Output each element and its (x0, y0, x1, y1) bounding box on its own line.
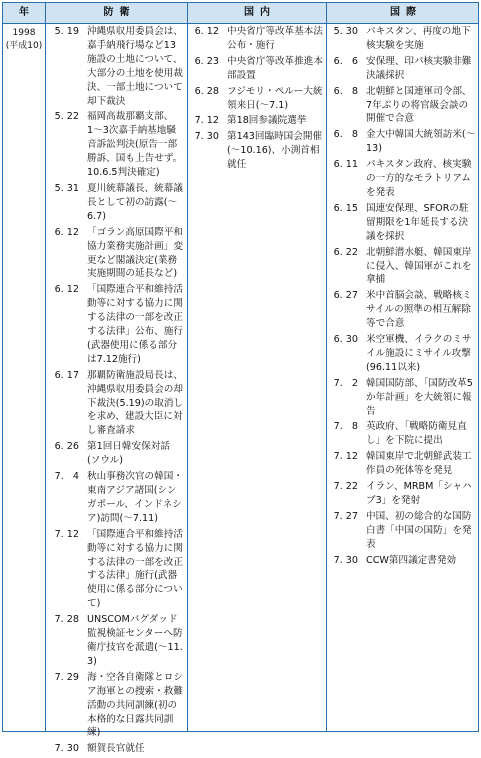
entry-date: 5. 22 (54, 111, 79, 123)
list-item (328, 377, 478, 419)
entry-text: 中央省庁等改革基本法公布・施行 (227, 26, 323, 51)
entry-text: パキスタン政府、核実験の一方的なモラトリアムを発表 (366, 159, 472, 198)
entry-date: 7. 27 (333, 510, 358, 522)
list-item (328, 333, 478, 375)
entry-text: 第18回参議院選挙 (227, 115, 307, 127)
entry-date: 6. 15 (333, 202, 358, 214)
entry-date: 6. 12 (54, 284, 79, 296)
list-item (328, 128, 478, 156)
list-item (47, 440, 183, 468)
entry-text: 福岡高裁那覇支部、1〜3次嘉手納基地騒音訴訟判決(原告一部勝訴、国も上告せず。10.6.5判決確定) (87, 111, 183, 179)
list-item (47, 742, 183, 756)
list-item (328, 85, 478, 127)
entry-date: 5. 19 (54, 26, 79, 37)
entry-text: 米中首脳会談、戦略核ミサイルの照準の相互解除等で合意 (366, 290, 472, 330)
entry-date: 7. 12 (333, 451, 358, 463)
entry-date: 7. 30 (194, 131, 219, 143)
entry-date: 6. 22 (333, 246, 358, 258)
entry-date: 7. 12 (54, 528, 79, 540)
entry-date: 6. 12 (54, 226, 79, 238)
domestic-column (189, 25, 324, 174)
entry-text: 「ゴラン高原国際平和協力業務実施計画」変更など閣議決定(業務実施期間の延長など) (87, 226, 183, 280)
entry-date: 6. 26 (54, 441, 79, 453)
list-item (189, 55, 324, 83)
entry-date: 5. 30 (333, 26, 358, 37)
entry-text: 那覇防衛施設局長は、沖縄県収用委員会の却下裁決(5.19)の取消しを求め、建設大臣に対し審査請求 (87, 369, 184, 437)
entry-text: 夏川統幕議長、統幕議長として初の訪露(〜6.7) (87, 182, 183, 222)
entry-date: 6. 28 (194, 85, 219, 97)
list-item (47, 182, 183, 224)
column-divider (45, 3, 46, 731)
entry-text: フジモリ・ペルー大統領来日(〜7.1) (227, 85, 323, 111)
entry-text: 第1回日韓安保対話(ソウル) (87, 441, 170, 467)
entry-text: 沖縄県収用委員会は、嘉手納飛行場など13施設の土地について、大部分の土地を使用裁決、一部土地について却下裁決 (87, 26, 183, 107)
entry-text: 中央省庁等改革推進本部設置 (227, 55, 323, 81)
entry-text: 北朝鮮と国連軍司令部、7年ぶりの将官級会談の開催で合意 (366, 85, 472, 125)
list-item (47, 110, 183, 180)
entry-text: 「国際連合平和維持活動等に対する協力に関する法律の一部を改正する法律」公布、施行(武器使用に係る部分は7.12施行) (87, 284, 183, 365)
entry-text: 英政府、「戦略防衛見直し」を下院に提出 (366, 421, 467, 447)
entry-text: 金大中韓国大統領訪米(〜13) (366, 129, 476, 155)
entry-text: イラン、MRBM「シャハブ3」を発射 (366, 481, 472, 506)
entry-text: 韓国国防部、「国防改革5か年計画」を大統領に報告 (366, 377, 473, 417)
entry-text: 米空軍機、イラクのミサイル施設にミサイル攻撃(96.11以来) (366, 334, 472, 373)
entry-date: 7. 29 (54, 671, 79, 683)
column-divider (326, 3, 327, 731)
entry-text: 秋山事務次官の韓国・東南アジア諸国(シンガポール、インドネシア)訪問(〜7.11) (87, 471, 183, 524)
list-item (47, 283, 183, 366)
list-item (47, 470, 183, 526)
list-item (328, 480, 478, 508)
list-item (328, 202, 478, 244)
entry-date: 6. 6 (333, 55, 358, 67)
list-item (189, 114, 324, 128)
entry-text: 韓国東岸で北朝鮮武装工作員の死体等を発見 (366, 451, 472, 477)
list-item (328, 554, 478, 568)
list-item (189, 130, 324, 172)
entry-text: 安保理、印パ核実験非難決議採択 (366, 55, 472, 81)
entry-text: UNSCOMバグダッド監視検証センターへ防衛庁技官を派遣(〜11.3) (87, 614, 183, 667)
list-item (328, 25, 478, 53)
entry-date: 7. 22 (333, 481, 358, 493)
chronology-table (2, 2, 479, 755)
entry-text: 北朝鮮潜水艇、韓国東岸に侵入、韓国軍がこれを拿捕 (366, 246, 472, 286)
entry-text: CCW第四議定書発効 (366, 554, 457, 566)
entry-text: 第143回臨時国会開催(〜10.16)、小渕首相就任 (227, 131, 323, 171)
year-main: 1998 (12, 28, 36, 38)
list-item (328, 510, 478, 552)
list-item (47, 25, 183, 108)
entry-date: 6. 8 (333, 129, 358, 141)
entry-date: 7. 12 (194, 115, 219, 127)
year-cell (3, 27, 45, 53)
entry-date: 6. 23 (194, 55, 219, 67)
entry-date: 6. 11 (333, 159, 358, 171)
entry-text: 「国際連合平和維持活動等に対する協力に関する法律の一部を改正する法律」施行(武器使用に係る部分について) (87, 528, 183, 610)
list-item (328, 55, 478, 83)
header-domestic: 国内 (244, 7, 276, 18)
year-era: (平成10) (5, 41, 43, 51)
list-item (328, 420, 478, 448)
defense-column (47, 25, 183, 758)
entry-date: 7. 2 (333, 377, 358, 389)
list-item (189, 85, 324, 113)
entry-date: 7. 8 (333, 421, 358, 433)
list-item (328, 450, 478, 478)
list-item (47, 613, 183, 669)
list-item (47, 528, 183, 611)
list-item (47, 671, 183, 741)
entry-date: 6. 8 (333, 85, 358, 97)
entry-date: 5. 31 (54, 182, 79, 194)
list-item (47, 369, 183, 439)
entry-date: 7. 30 (333, 554, 358, 566)
entry-date: 6. 27 (333, 290, 358, 302)
entry-date: 6. 17 (54, 369, 79, 381)
entry-text: 海・空各自衛隊とロシア海軍との捜索・救難活動の共同訓練(初の本格的な日露共同訓練) (87, 671, 183, 739)
list-item (328, 246, 478, 288)
header-year: 年 (19, 7, 35, 18)
entry-date: 6. 12 (194, 26, 219, 37)
entry-date: 6. 30 (333, 334, 358, 346)
list-item (328, 289, 478, 331)
header-international: 国際 (390, 7, 422, 18)
list-item (189, 25, 324, 53)
header-defense: 防衛 (103, 7, 136, 18)
entry-text: 中国、初の総合的な国防白書「中国の国防」を発表 (366, 510, 472, 550)
international-column (328, 25, 478, 570)
entry-text: 国連安保理、SFORの駐留期限を1年延長する決議を採択 (366, 202, 469, 242)
list-item (328, 158, 478, 200)
column-divider (187, 3, 188, 731)
entry-date: 7. 4 (54, 471, 79, 483)
entry-date: 7. 28 (54, 614, 79, 626)
entry-text: 額賀長官就任 (87, 743, 145, 755)
entry-date: 7. 30 (54, 743, 79, 755)
list-item (47, 226, 183, 282)
entry-text: パキスタン、再度の地下核実験を実施 (366, 26, 471, 51)
table-header (3, 3, 478, 24)
